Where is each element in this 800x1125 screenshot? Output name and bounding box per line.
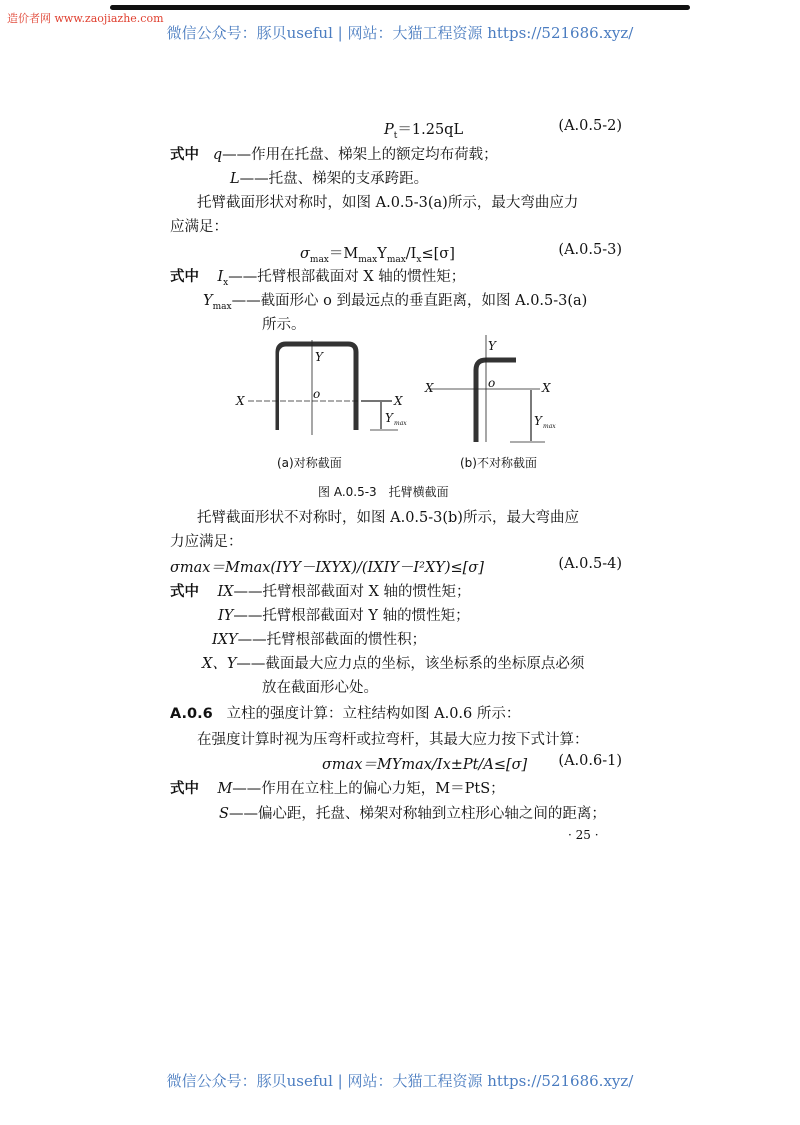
sub: x: [223, 277, 229, 288]
text: ——作用在立柱上的偏心力矩，M＝PtS；: [232, 781, 505, 797]
paragraph: 力应满足：: [170, 534, 243, 550]
sym: I: [217, 269, 224, 285]
paragraph: 托臂截面形状不对称时，如图 A.0.5-3(b)所示，最大弯曲应: [197, 510, 579, 526]
def-IX: [170, 580, 471, 601]
paragraph: 应满足：: [170, 219, 228, 235]
def-IXY: [212, 628, 426, 649]
caption-b: (b)不对称截面: [460, 456, 537, 470]
sym: L: [230, 171, 240, 187]
s: /I: [405, 246, 417, 262]
cross-section-figure: [220, 330, 580, 470]
text: ——托臂根部截面对 X 轴的惯性矩；: [228, 269, 466, 285]
text: ——截面形心 o 到最远点的垂直距离，如图 A.0.5-3(a): [231, 293, 588, 309]
ymax-sub: max: [394, 420, 407, 427]
text: ——托臂根部截面对 X 轴的惯性矩；: [233, 584, 471, 600]
text: ——托臂根部截面的惯性积；: [237, 632, 427, 648]
continuation: 放在截面形心处。: [262, 680, 378, 696]
sym: IY: [218, 608, 234, 624]
sub: t: [393, 130, 398, 141]
caption-a: (a)对称截面: [277, 456, 342, 470]
s: max: [386, 254, 406, 265]
x-axis-label: X: [236, 394, 245, 408]
y-axis-label: Y: [488, 339, 496, 353]
origin-label: o: [313, 387, 321, 401]
text: ——偏心距，托盘、梯架对称轴到立柱形心轴之间的距离；: [228, 806, 606, 822]
sym: Y: [203, 293, 213, 309]
s: ≤[σ]: [421, 246, 455, 262]
x-axis-label: X: [542, 381, 551, 395]
text: ——托盘、梯架的支承跨距。: [239, 171, 429, 187]
section-a06: [170, 702, 520, 723]
text: ——截面最大应力点的坐标，该坐标系的坐标原点必须: [236, 656, 585, 672]
eq-number: (A.0.6-1): [558, 753, 622, 769]
footer-watermark: 微信公众号：豚贝useful | 网站：大猫工程资源 https://521686.xyz/: [166, 1072, 634, 1090]
page-number: · 25 ·: [568, 828, 599, 842]
sym: S: [219, 806, 229, 822]
x-axis-label: X: [425, 381, 434, 395]
s: ＝M: [328, 246, 359, 262]
eq-number: (A.0.5-2): [558, 118, 622, 134]
section-number: A.0.6: [170, 706, 213, 722]
text: ——托臂根部截面对 Y 轴的惯性矩；: [233, 608, 470, 624]
def-XY: [202, 652, 584, 673]
def-IY: [218, 604, 470, 625]
ymax-label: Y: [385, 411, 393, 425]
sub: max: [212, 301, 232, 312]
sym: IXY: [212, 632, 238, 648]
s: max: [358, 254, 378, 265]
lead: 式中: [170, 147, 199, 163]
s: max: [309, 254, 329, 265]
def-M: [170, 777, 505, 798]
rhs: ＝1.25qL: [397, 122, 464, 138]
origin-label: o: [488, 376, 496, 390]
eq-a061: σmax＝MYmax/Ix±Pt/A≤[σ]: [322, 757, 528, 773]
sym: q: [212, 147, 223, 163]
def-L: [230, 167, 428, 188]
figure-title: 图 A.0.5-3 托臂横截面: [318, 485, 449, 499]
sym: P: [384, 122, 394, 138]
x-axis-label: X: [394, 394, 403, 408]
text: 立柱的强度计算：立柱结构如图 A.0.6 所示：: [226, 706, 521, 722]
y-axis-label: Y: [315, 350, 323, 364]
lead: 式中: [170, 269, 199, 285]
eq-number: (A.0.5-4): [558, 556, 622, 572]
s: σ: [300, 246, 310, 262]
def-Ix: [170, 265, 465, 288]
sym: M: [217, 781, 233, 797]
text: ——作用在托盘、梯架上的额定均布荷载；: [222, 147, 498, 163]
s: x: [416, 254, 422, 265]
paragraph: 在强度计算时视为压弯杆或拉弯杆，其最大应力按下式计算：: [197, 732, 589, 748]
top-rule: [110, 5, 690, 10]
sym: IX: [217, 584, 234, 600]
lead: 式中: [170, 584, 199, 600]
ymax-label: Y: [534, 414, 542, 428]
eq-number: (A.0.5-3): [558, 242, 622, 258]
eq-a054: σmax＝Mmax(IYY－IXYX)/(IXIY－I²XY)≤[σ]: [170, 560, 484, 576]
def-S: [219, 802, 606, 823]
header-watermark: 微信公众号：豚贝useful | 网站：大猫工程资源 https://521686.xyz/: [166, 24, 634, 42]
eq-a052: [384, 118, 463, 141]
paragraph: 托臂截面形状对称时，如图 A.0.5-3(a)所示，最大弯曲应力: [197, 195, 579, 211]
site-stamp: 造价者网 www.zaojiazhe.com: [7, 12, 164, 25]
sym: X、Y: [202, 656, 237, 672]
s: Y: [377, 246, 387, 262]
lead: 式中: [170, 781, 199, 797]
def-q: [170, 143, 498, 164]
def-Ymax: [203, 289, 587, 312]
eq-a053: [300, 242, 455, 265]
ymax-sub: max: [543, 423, 556, 430]
continuation: 所示。: [262, 317, 306, 333]
